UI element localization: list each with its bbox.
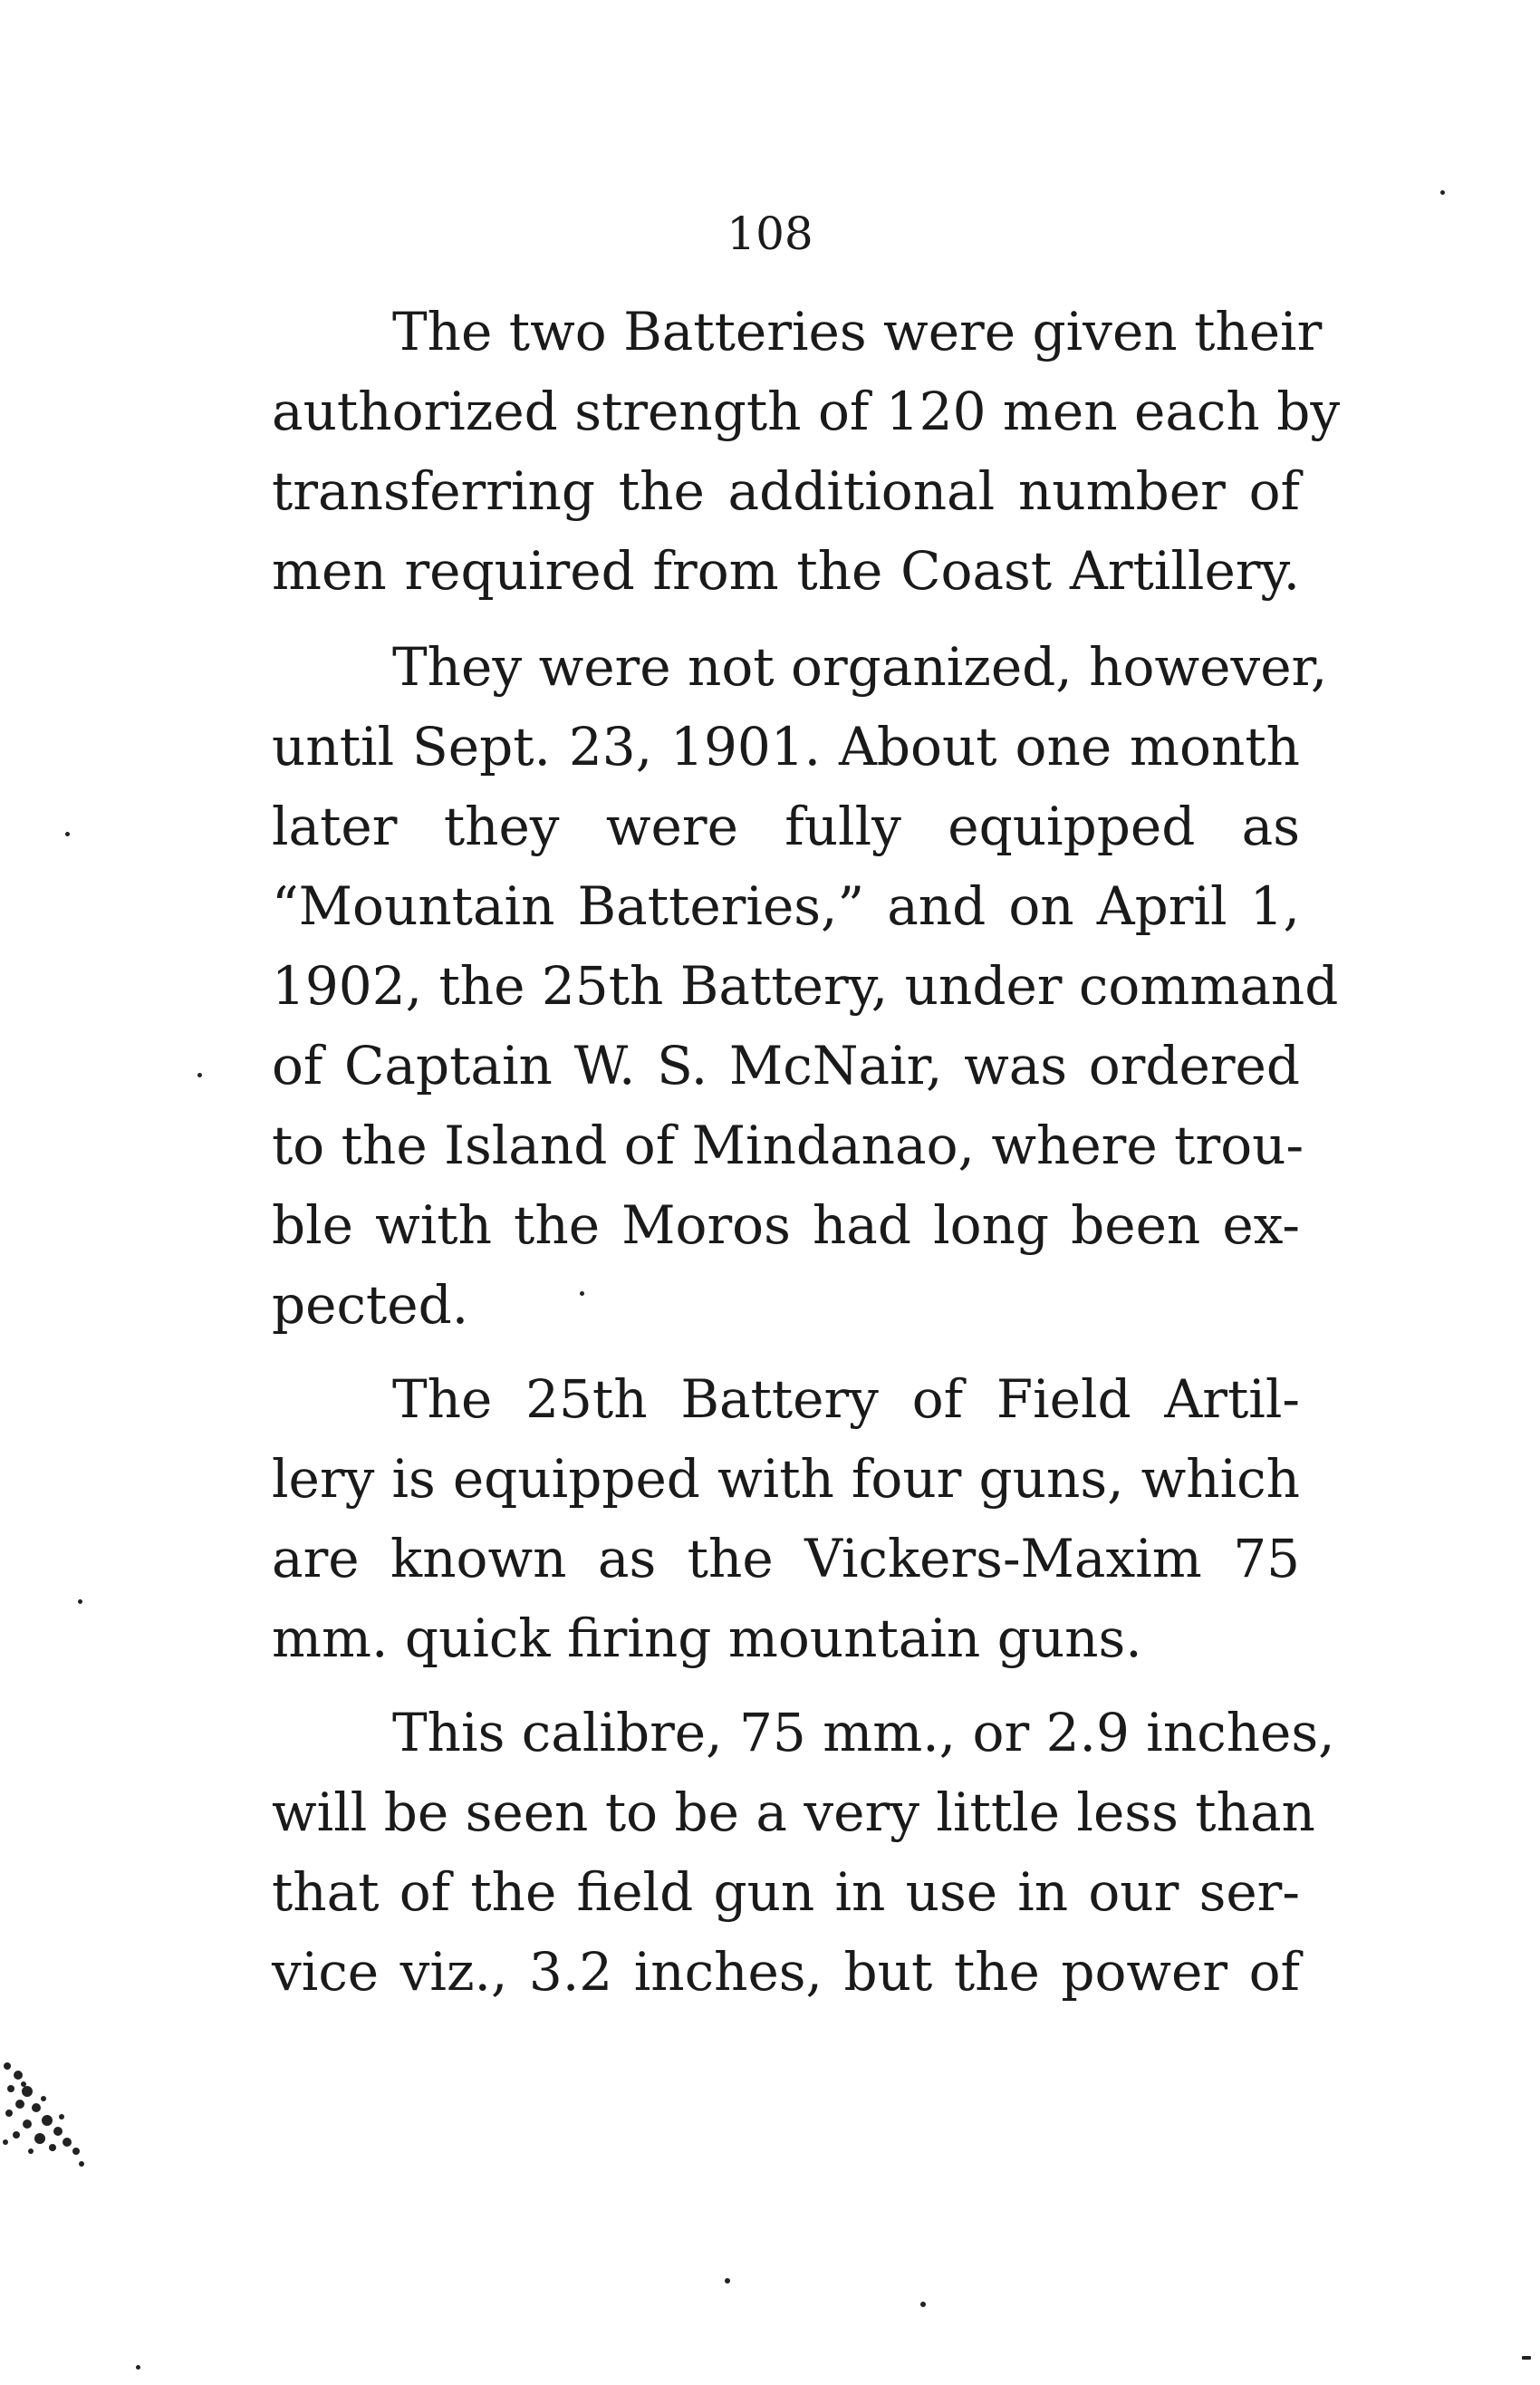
text-line: ble with the Moros had long been ex- (272, 1194, 1300, 1256)
text-line: authorized strength of 120 men each by (272, 381, 1341, 442)
scan-speck (920, 2302, 926, 2307)
scan-speck (725, 2278, 730, 2284)
text-line: vice viz., 3.2 inches, but the power of (272, 1941, 1300, 2003)
text-line: to the Island of Mindanao, where trou- (272, 1115, 1304, 1176)
text-line: The two Batteries were given their (392, 301, 1323, 362)
text-line: lery is equipped with four guns, which (272, 1448, 1300, 1510)
paragraph-3 (272, 1359, 1300, 1678)
text-line: men required from the Coast Artillery. (272, 540, 1300, 602)
paragraph-2 (272, 627, 1339, 1345)
text-line: transferring the additional number of (272, 460, 1300, 522)
scan-speck (1440, 190, 1445, 195)
text-line: later they were fully equipped as (272, 796, 1300, 857)
text-line: “Mountain Batteries,” and on April 1, (272, 875, 1300, 937)
scan-speck (78, 1599, 82, 1604)
ink-blot-smudge (0, 2048, 100, 2175)
scan-speck (65, 832, 70, 836)
text-line: that of the field gun in use in our ser- (272, 1861, 1300, 1923)
text-line: mm. quick firing mountain guns. (272, 1608, 1142, 1669)
text-line: will be seen to be a very little less than (272, 1782, 1315, 1843)
text-line: pected. (272, 1274, 469, 1336)
text-line: are known as the Vickers-Maxim 75 (272, 1528, 1300, 1589)
page-number: 108 (727, 208, 813, 260)
paragraph-4 (272, 1693, 1335, 2012)
scan-speck (580, 1291, 584, 1296)
scan-speck (1522, 2356, 1531, 2360)
text-line: 1902, the 25th Battery, under command (272, 955, 1339, 1017)
text-line: This calibre, 75 mm., or 2.9 inches, (392, 1702, 1335, 1763)
scan-speck (197, 1073, 202, 1077)
text-line: The 25th Battery of Field Artil- (392, 1368, 1300, 1430)
text-line: of Captain W. S. McNair, was ordered (272, 1035, 1300, 1096)
scan-speck (136, 2365, 140, 2370)
paragraph-1 (272, 292, 1341, 611)
text-line: until Sept. 23, 1901. About one month (272, 716, 1300, 777)
text-line: They were not organized, however, (392, 636, 1328, 698)
